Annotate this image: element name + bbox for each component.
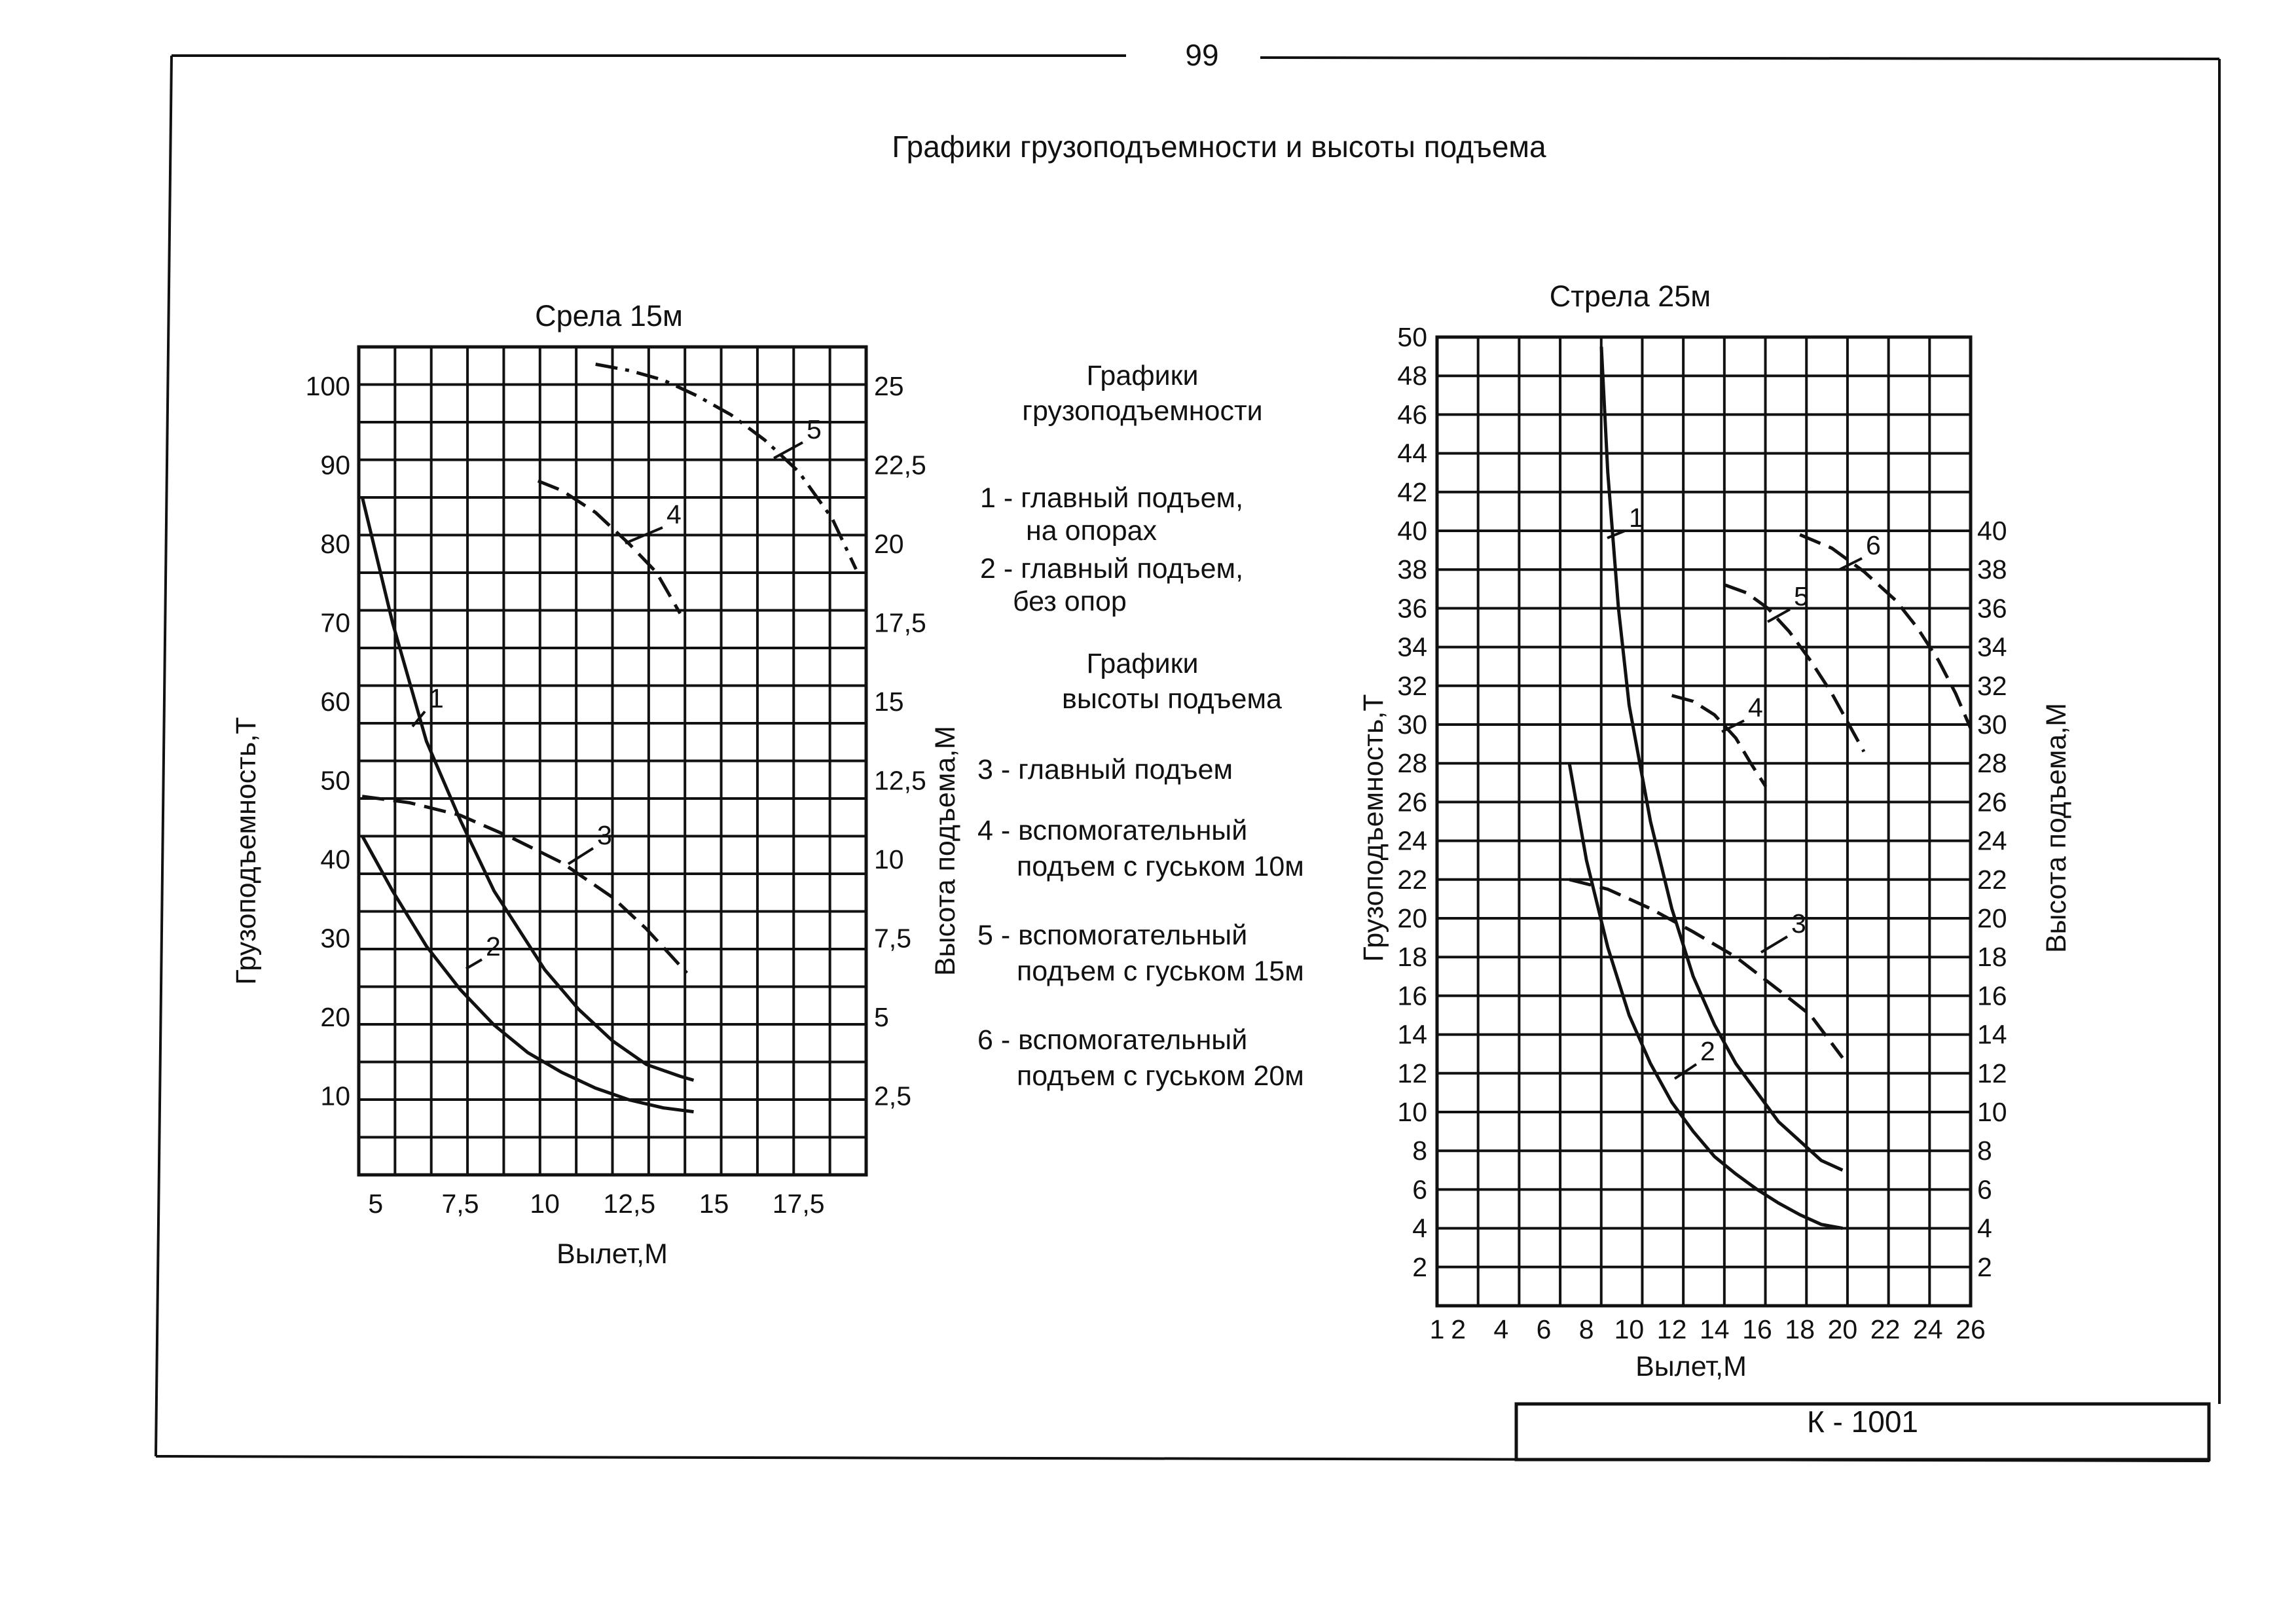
x-tick-label: 22 [1870, 1314, 1901, 1344]
legend-item-2-line1: 2 - главный подъем, [980, 553, 1244, 584]
series-line-3 [1569, 880, 1842, 1058]
x-tick-label: 12 [1656, 1314, 1687, 1344]
x-tick-label: 14 [1699, 1314, 1730, 1344]
y-tick-label: 4 [1412, 1213, 1427, 1244]
y-tick-label: 20 [320, 1002, 350, 1033]
y2-tick-label: 30 [1977, 709, 2007, 740]
legend-item-5-line2: подъем с гуськом 15м [1017, 956, 1304, 987]
x-tick-label: 24 [1912, 1314, 1943, 1344]
y2-tick-label: 16 [1977, 980, 2007, 1011]
x-tick-label: 10 [1614, 1314, 1645, 1344]
x-tick-label: 5 [368, 1189, 384, 1219]
y-tick-label: 40 [320, 844, 350, 875]
legend-capacity-heading-line1: Графики [1086, 360, 1199, 391]
y2-tick-label: 20 [1977, 903, 2007, 933]
series-label-6: 6 [1866, 530, 1881, 560]
legend-item-4-line1: 4 - вспомогательный [977, 815, 1248, 846]
y2-tick-label: 14 [1977, 1019, 2007, 1050]
y-tick-label: 42 [1397, 476, 1427, 507]
y2-tick-label: 24 [1977, 825, 2007, 856]
y2-tick-label: 26 [1977, 787, 2007, 817]
y-tick-label: 70 [320, 607, 350, 638]
series-line-6 [1800, 535, 1971, 728]
y2-tick-label: 32 [1977, 670, 2007, 701]
y-tick-label: 40 [1397, 516, 1427, 546]
series-label-3: 3 [1791, 908, 1806, 939]
series-label-4: 4 [666, 499, 682, 530]
y2-tick-label: 7,5 [874, 923, 911, 954]
stamp-code: К - 1001 [1806, 1405, 1919, 1439]
x-tick-label: 16 [1742, 1314, 1772, 1344]
y-tick-label: 50 [1397, 322, 1427, 352]
y2-tick-label: 15 [874, 687, 904, 717]
y2-tick-label: 4 [1977, 1213, 1992, 1244]
series-label-leader-2 [1675, 1064, 1696, 1079]
x-tick-label: 6 [1536, 1314, 1552, 1344]
y-tick-label: 36 [1397, 593, 1427, 624]
y-tick-label: 14 [1397, 1019, 1427, 1050]
series-line-4 [538, 481, 680, 613]
series-label-1: 1 [1629, 503, 1644, 533]
y-tick-label: 60 [320, 687, 350, 717]
y2-tick-label: 22 [1977, 864, 2007, 895]
y-axis-label: Грузоподъемность,Т [230, 717, 262, 985]
y-tick-label: 32 [1397, 670, 1427, 701]
y2-tick-label: 12,5 [874, 765, 926, 796]
y2-tick-label: 12 [1977, 1058, 2007, 1088]
legend-item-5-line1: 5 - вспомогательный [977, 920, 1248, 951]
y2-tick-label: 2 [1977, 1251, 1992, 1282]
chart-title: Срела 15м [535, 299, 683, 332]
x-tick-label: 15 [699, 1189, 729, 1219]
legend-item-4-line2: подъем с гуськом 10м [1017, 851, 1304, 882]
legend-item-1-line2: на опорах [1026, 515, 1157, 547]
y2-tick-label: 28 [1977, 748, 2007, 779]
legend-item-2-line2: без опор [1013, 586, 1127, 617]
y-axis-label: Грузоподъемность,Т [1358, 694, 1389, 962]
series-label-leader-3 [568, 848, 593, 864]
series-label-5: 5 [807, 414, 822, 444]
y-tick-label: 100 [305, 371, 350, 402]
series-line-3 [362, 797, 687, 973]
series-label-4: 4 [1748, 692, 1763, 723]
y2-tick-label: 25 [874, 371, 904, 402]
chart-boom-25m [1358, 279, 2072, 1382]
y-tick-label: 6 [1412, 1174, 1427, 1205]
y-tick-label: 2 [1412, 1251, 1427, 1282]
series-label-3: 3 [597, 820, 612, 850]
y-tick-label: 16 [1397, 980, 1427, 1011]
grid [1437, 337, 1971, 1306]
y2-tick-label: 8 [1977, 1136, 1992, 1166]
y-tick-label: 90 [320, 450, 350, 480]
x-tick-label: 1 [1429, 1314, 1445, 1344]
y2-tick-label: 2,5 [874, 1081, 911, 1111]
y2-axis-label: Высота подъема,М [2041, 702, 2072, 954]
page-title: Графики грузоподъемности и высоты подъема [892, 130, 1546, 164]
y-tick-label: 12 [1397, 1058, 1427, 1088]
legend-height-heading-line2: высоты подъема [1062, 683, 1282, 715]
y-tick-label: 48 [1397, 361, 1427, 391]
plot-frame [1437, 337, 1971, 1306]
y-tick-label: 28 [1397, 748, 1427, 779]
y-tick-label: 44 [1397, 438, 1427, 469]
y-tick-label: 34 [1397, 632, 1427, 662]
x-tick-label: 18 [1785, 1314, 1815, 1344]
x-tick-label: 20 [1827, 1314, 1858, 1344]
series-line-2 [362, 836, 693, 1112]
y-tick-label: 22 [1397, 864, 1427, 895]
y-tick-label: 30 [1397, 709, 1427, 740]
x-tick-label: 7,5 [441, 1189, 479, 1219]
series-line-1 [362, 497, 693, 1081]
x-tick-label: 26 [1956, 1314, 1986, 1344]
page-number: 99 [1185, 38, 1219, 72]
x-tick-label: 8 [1578, 1314, 1594, 1344]
series-label-1: 1 [429, 683, 444, 713]
series-label-5: 5 [1794, 581, 1809, 611]
y2-tick-label: 18 [1977, 942, 2007, 973]
y2-tick-label: 38 [1977, 554, 2007, 585]
series-label-2: 2 [486, 931, 501, 961]
y2-tick-label: 6 [1977, 1174, 1992, 1205]
y-tick-label: 50 [320, 765, 350, 796]
y-tick-label: 80 [320, 529, 350, 560]
y-tick-label: 46 [1397, 399, 1427, 430]
y2-tick-label: 10 [1977, 1097, 2007, 1127]
x-tick-label: 17,5 [772, 1189, 825, 1219]
y-tick-label: 10 [320, 1081, 350, 1111]
legend-height-heading-line1: Графики [1086, 648, 1199, 679]
legend-item-6-line1: 6 - вспомогательный [977, 1024, 1248, 1056]
y-tick-label: 30 [320, 923, 350, 954]
y-tick-label: 10 [1397, 1097, 1427, 1127]
y2-tick-label: 36 [1977, 593, 2007, 624]
x-axis-label: Вылет,М [1635, 1351, 1747, 1382]
x-tick-label: 2 [1451, 1314, 1467, 1344]
y-tick-label: 26 [1397, 787, 1427, 817]
legend-item-6-line2: подъем с гуськом 20м [1017, 1060, 1304, 1092]
legend-item-1-line1: 1 - главный подъем, [980, 482, 1244, 514]
x-tick-label: 12,5 [603, 1189, 656, 1219]
y2-axis-label: Высота подъема,М [930, 725, 961, 977]
chart-boom-15m [230, 299, 961, 1270]
y2-tick-label: 34 [1977, 632, 2007, 662]
legend-item-3-line1: 3 - главный подъем [977, 754, 1233, 785]
frame-left [156, 56, 172, 1456]
chart-title: Стрела 25м [1549, 279, 1711, 313]
series-label-leader-5 [774, 442, 803, 458]
y-tick-label: 8 [1412, 1136, 1427, 1166]
x-tick-label: 4 [1493, 1314, 1509, 1344]
y2-tick-label: 40 [1977, 516, 2007, 546]
y2-tick-label: 20 [874, 529, 904, 560]
y-tick-label: 24 [1397, 825, 1427, 856]
legend-capacity-heading-line2: грузоподъемности [1022, 395, 1263, 427]
y-tick-label: 18 [1397, 942, 1427, 973]
series-label-2: 2 [1700, 1036, 1715, 1066]
y-tick-label: 20 [1397, 903, 1427, 933]
x-axis-label: Вылет,М [556, 1238, 668, 1270]
legend-panel [977, 360, 1304, 1092]
y2-tick-label: 17,5 [874, 607, 926, 638]
y2-tick-label: 5 [874, 1002, 889, 1033]
frame-top-right [1260, 58, 2219, 59]
y2-tick-label: 10 [874, 844, 904, 875]
y2-tick-label: 22,5 [874, 450, 926, 480]
y-tick-label: 38 [1397, 554, 1427, 585]
x-tick-label: 10 [530, 1189, 560, 1219]
